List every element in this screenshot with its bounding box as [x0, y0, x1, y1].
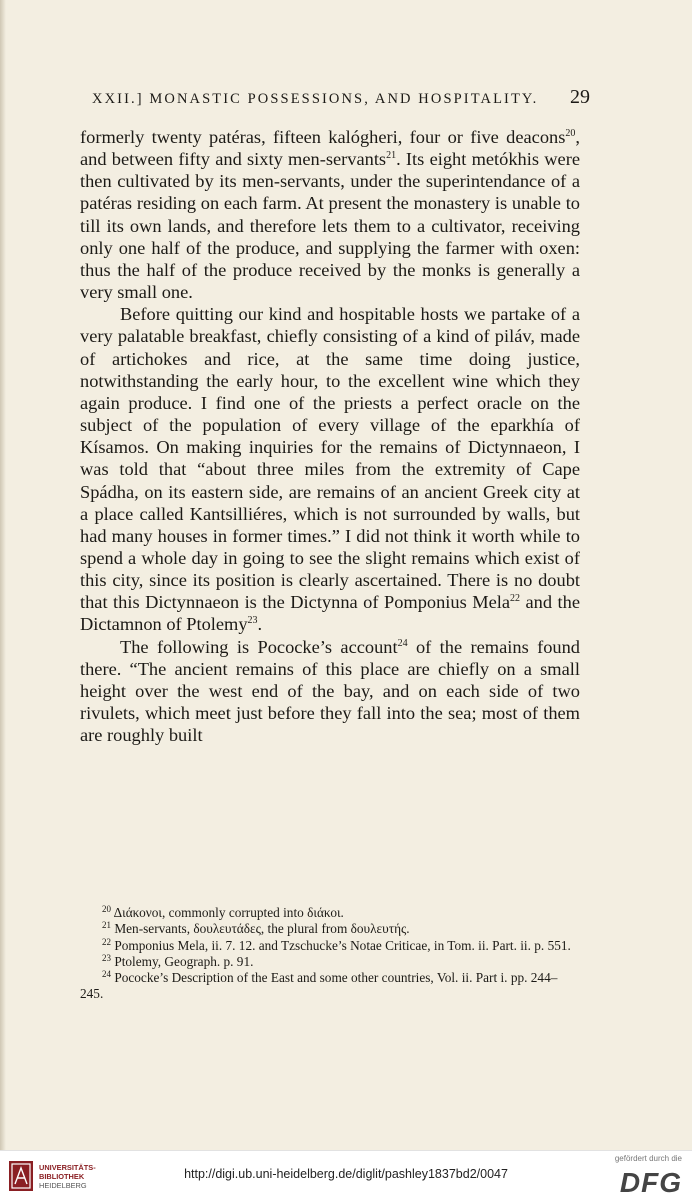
running-head: XXII.] MONASTIC POSSESSIONS, AND HOSPITALITY.	[92, 91, 539, 107]
paragraph	[80, 303, 580, 635]
text-run: Before quitting our kind and hospitable hosts we partake of a very palatable breakfast, chiefly consisting of a kind of piláv, made of artichokes and rice, at the same time doing justice, notwithstanding the early hour, to the excellent wine which they again produce. I find one of the priests a perfect oracle on the subject of the population of every village of the eparkhía of Kísamos. On making inquiries for the remains of Dictynnaeon, I was told that “about three miles from the extremity of Cape Spádha, on its eastern side, are remains of an ancient Greek city at a place called Kantsilliéres, which is not surrounded by walls, but had many houses in former times.” I did not think it worth while to spend a whole day in going to see the slight remains which exist of this city, since its position is clearly ascertained. There is no doubt that this Dictynnaeon is the Dictynna of Pomponius Mela	[80, 304, 580, 613]
footnote-ref: 21	[386, 150, 397, 162]
footnote-ref: 24	[397, 637, 408, 649]
footnote-text: Διάκονοι, commonly corrupted into διάκοι.	[111, 905, 344, 920]
text-run: of the remains found there. “The ancient remains of this place are chiefly on a small height over the west end of the bay, and on each side of two rivulets, which meet just before they fall into the sea; most of them are roughly built	[80, 636, 580, 746]
footnote	[80, 954, 580, 970]
footnote-ref: 23	[247, 615, 258, 627]
footnote-number: 21	[102, 920, 111, 931]
funding-caption: gefördert durch die	[614, 1154, 682, 1163]
footnote	[80, 921, 580, 937]
text-run: The following is Pococke’s account	[120, 636, 398, 657]
permalink-url[interactable]: http://digi.ub.uni-heidelberg.de/diglit/pashley1837bd2/0047	[184, 1167, 508, 1181]
footnote-number: 20	[102, 904, 111, 914]
library-name-line2: BIBLIOTHEK	[39, 1172, 85, 1181]
text-run: formerly twenty patéras, fifteen kalógheri, four or five deacons	[80, 127, 566, 147]
page-number: 29	[570, 86, 590, 108]
paragraph	[80, 126, 580, 303]
footnotes	[80, 905, 580, 1003]
paragraph	[80, 636, 580, 747]
library-name-line3: HEIDELBERG	[39, 1181, 87, 1190]
footnote-text: Ptolemy, Geograph. p. 91.	[111, 953, 254, 969]
footnote	[80, 938, 580, 954]
footnote	[80, 905, 580, 921]
page-spine-shadow	[0, 0, 6, 1150]
footnote-text: Pomponius Mela, ii. 7. 12. and Tzschucke’s Notae Criticae, in Tom. ii. Part. ii. p. 551.	[111, 937, 571, 953]
text-run: . Its eight metókhis were then cultivated by its men-servants, under the superintendance of a patéras residing on each farm. At present the monastery is unable to till its own lands, and therefore lets them to a cultivator, receiving only one half of the produce, and supplying the farmer with oxen: thus the half of the produce received by the monks is generally a very small one.	[80, 149, 580, 303]
library-name-line1: UNIVERSITÄTS-	[39, 1163, 96, 1172]
footnote-text: Men-servants, δουλευτάδες, the plural from δουλευτής.	[111, 921, 410, 937]
footnote-text: Pococke’s Description of the East and some other countries, Vol. ii. Part i. pp. 244–245.	[80, 970, 558, 1002]
text-run: .	[257, 614, 263, 635]
footnote-number: 22	[102, 936, 111, 947]
dfg-logo[interactable]: DFG	[619, 1167, 682, 1198]
page-header	[92, 86, 590, 108]
text-run: and the Dictamnon of Ptolemy	[80, 592, 581, 635]
body-text	[80, 126, 580, 746]
footnote-ref: 20	[565, 128, 576, 139]
footnote	[80, 970, 580, 1003]
footnote-number: 23	[102, 952, 111, 963]
text-run: , and between fifty and sixty men-servants	[80, 127, 580, 170]
footnote-number: 24	[102, 969, 111, 980]
viewer-footer	[0, 1150, 692, 1202]
footnote-ref: 22	[510, 593, 521, 605]
